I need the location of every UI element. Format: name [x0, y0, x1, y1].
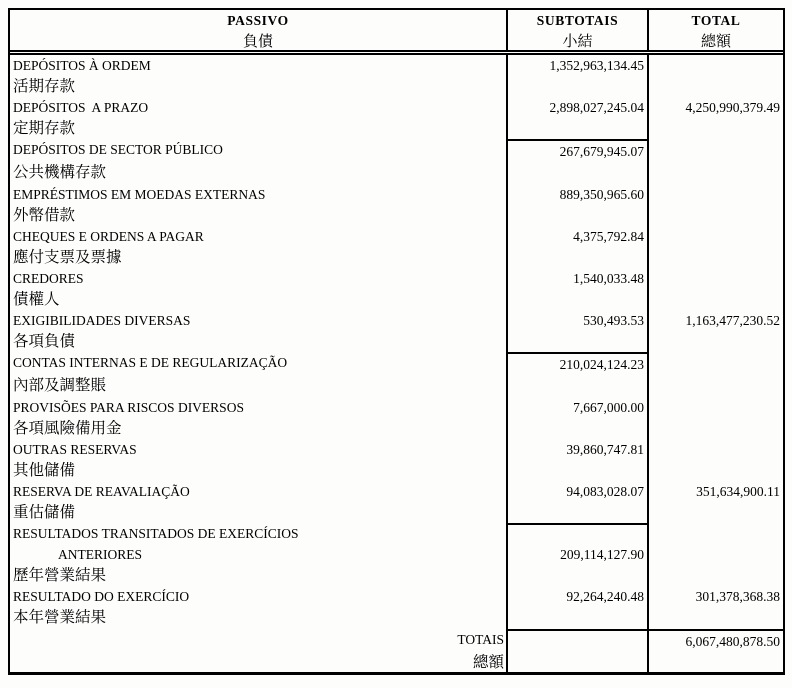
subtotal-cell: 4,375,792.84	[506, 226, 649, 247]
row-label: ANTERIORES	[58, 547, 142, 563]
row-label: 應付支票及票據	[13, 248, 122, 266]
row-label: RESERVA DE REAVALIAÇÃO	[13, 483, 190, 499]
subtotal-cell	[506, 652, 649, 673]
header-subtotais	[506, 10, 649, 50]
row-label: DEPÓSITOS A PRAZO	[13, 100, 149, 116]
header-subtotais-cn: 小結	[562, 33, 593, 50]
table-row	[10, 439, 783, 460]
table-row	[10, 586, 783, 607]
row-label: 重估儲備	[13, 503, 76, 521]
total-cell	[649, 268, 783, 289]
total-cell: 351,634,900.11	[696, 483, 780, 499]
row-label: DEPÓSITOS DE SECTOR PÚBLICO	[13, 142, 223, 158]
total-cell: 1,163,477,230.52	[685, 313, 780, 329]
total-cell: 301,378,368.38	[695, 589, 780, 605]
table-row	[10, 226, 783, 247]
subtotal-cell: 39,860,747.81	[506, 439, 649, 460]
total-cell	[649, 247, 783, 268]
table-row	[10, 565, 783, 586]
subtotal-cell: 1,352,963,134.45	[506, 55, 649, 76]
header-passivo-pt: PASSIVO	[227, 13, 289, 28]
row-label: PROVISÕES PARA RISCOS DIVERSOS	[13, 399, 244, 415]
table-row	[10, 397, 783, 418]
subtotal-cell	[506, 162, 649, 183]
table-row	[10, 205, 783, 226]
row-label: 其他儲備	[13, 461, 76, 479]
table-row	[10, 502, 783, 523]
total-cell	[649, 226, 783, 247]
total-cell	[649, 607, 783, 628]
table-row	[10, 652, 783, 673]
liabilities-table	[8, 8, 785, 675]
subtotal-cell: 7,667,000.00	[506, 397, 649, 418]
table-row	[10, 139, 783, 162]
row-label: 內部及調整賬	[13, 377, 107, 395]
header-total	[649, 10, 783, 50]
table-row	[10, 418, 783, 439]
subtotal-cell: 209,114,127.90	[506, 544, 649, 565]
subtotal-cell	[506, 565, 649, 586]
subtotal-cell: 92,264,240.48	[506, 586, 649, 607]
table-body	[10, 55, 783, 671]
row-label: TOTAIS	[457, 631, 504, 647]
table-row	[10, 375, 783, 396]
row-label: 各項負債	[13, 333, 76, 351]
header-subtotais-pt: SUBTOTAIS	[536, 13, 619, 28]
total-cell	[649, 439, 783, 460]
table-row	[10, 310, 783, 331]
total-cell	[649, 544, 783, 565]
subtotal-cell: 530,493.53	[506, 310, 649, 331]
total-cell	[649, 118, 783, 139]
row-label: EMPRÉSTIMOS EM MOEDAS EXTERNAS	[13, 186, 266, 202]
table-row	[10, 162, 783, 183]
row-label: 債權人	[13, 291, 60, 309]
subtotal-cell	[506, 607, 649, 628]
header-passivo-cn: 負債	[242, 33, 273, 50]
subtotal-cell: 94,083,028.07	[506, 481, 649, 502]
subtotal-cell	[506, 523, 649, 544]
row-label: 外幣借款	[13, 206, 76, 224]
total-cell	[649, 331, 783, 352]
row-label: 各項風險備用金	[13, 419, 122, 437]
total-cell	[649, 162, 783, 183]
table-row	[10, 352, 783, 375]
total-cell	[649, 397, 783, 418]
table-row	[10, 523, 783, 544]
subtotal-cell	[506, 118, 649, 139]
table-row	[10, 247, 783, 268]
total-cell	[649, 523, 783, 544]
subtotal-cell	[506, 247, 649, 268]
row-label: 歷年營業結果	[13, 567, 107, 585]
total-cell	[649, 460, 783, 481]
subtotal-cell	[506, 289, 649, 310]
table-row	[10, 481, 783, 502]
subtotal-cell: 1,540,033.48	[506, 268, 649, 289]
total-cell	[649, 184, 783, 205]
table-row	[10, 118, 783, 139]
total-cell	[649, 375, 783, 396]
total-cell	[649, 418, 783, 439]
total-cell	[649, 289, 783, 310]
total-cell	[649, 652, 783, 673]
table-row	[10, 460, 783, 481]
subtotal-cell	[506, 418, 649, 439]
row-label: 總額	[472, 653, 504, 671]
total-cell	[649, 352, 783, 375]
table-row	[10, 97, 783, 118]
subtotal-cell	[506, 629, 649, 652]
row-label: 公共機構存款	[13, 164, 107, 182]
table-row	[10, 629, 783, 652]
row-label: RESULTADOS TRANSITADOS DE EXERCÍCIOS	[13, 526, 299, 542]
row-label: 活期存款	[13, 78, 76, 96]
table-row	[10, 544, 783, 565]
table-row	[10, 76, 783, 97]
subtotal-cell: 889,350,965.60	[506, 184, 649, 205]
row-label: 定期存款	[13, 120, 76, 138]
subtotal-cell	[506, 375, 649, 396]
header-total-cn: 總額	[700, 33, 731, 50]
total-cell	[649, 565, 783, 586]
row-label: CHEQUES E ORDENS A PAGAR	[13, 228, 204, 244]
row-label: RESULTADO DO EXERCÍCIO	[13, 589, 190, 605]
row-label: EXIGIBILIDADES DIVERSAS	[13, 313, 191, 329]
header-passivo	[10, 10, 506, 50]
table-row	[10, 184, 783, 205]
table-row	[10, 289, 783, 310]
row-label: CONTAS INTERNAS E DE REGULARIZAÇÃO	[13, 355, 288, 371]
subtotal-cell	[506, 331, 649, 352]
subtotal-cell	[506, 205, 649, 226]
total-cell	[649, 55, 783, 76]
row-label: CREDORES	[13, 270, 84, 286]
table-row	[10, 331, 783, 352]
subtotal-cell	[506, 502, 649, 523]
header-total-pt: TOTAL	[691, 13, 741, 28]
row-label: 本年營業結果	[13, 609, 107, 627]
total-cell	[649, 502, 783, 523]
total-cell	[649, 205, 783, 226]
table-header-row	[10, 10, 783, 55]
subtotal-cell: 267,679,945.07	[506, 139, 649, 162]
subtotal-cell: 210,024,124.23	[506, 352, 649, 375]
table-row	[10, 55, 783, 76]
total-cell	[649, 76, 783, 97]
subtotal-cell: 2,898,027,245.04	[506, 97, 649, 118]
total-cell	[649, 139, 783, 162]
row-label: DEPÓSITOS À ORDEM	[13, 58, 151, 73]
subtotal-cell	[506, 460, 649, 481]
total-cell: 4,250,990,379.49	[685, 100, 780, 116]
row-label: OUTRAS RESERVAS	[13, 441, 137, 457]
total-cell: 6,067,480,878.50	[649, 629, 783, 652]
table-row	[10, 268, 783, 289]
subtotal-cell	[506, 76, 649, 97]
table-row	[10, 607, 783, 628]
